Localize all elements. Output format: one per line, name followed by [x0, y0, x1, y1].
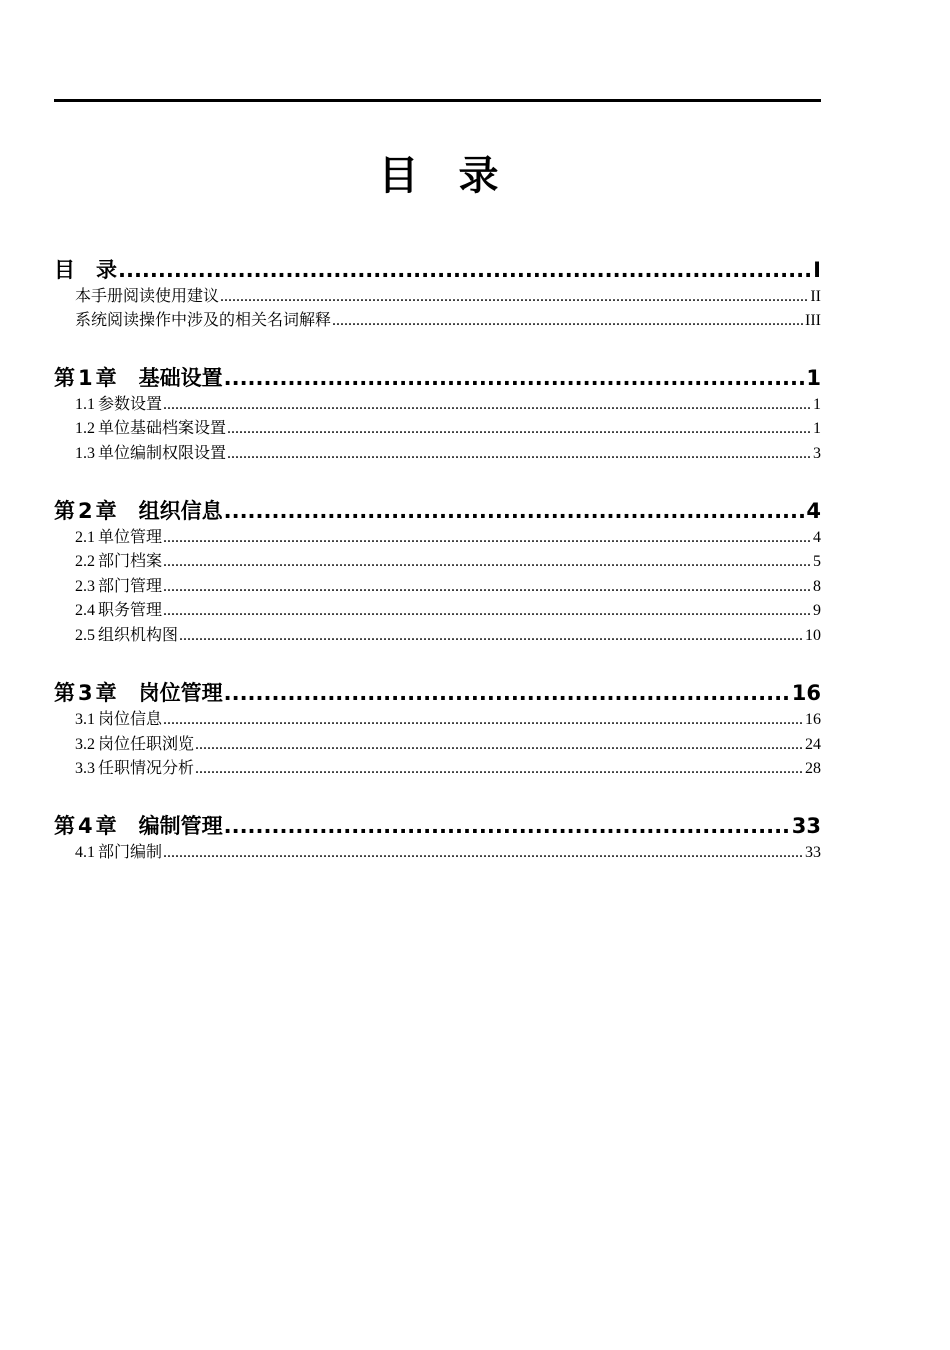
- toc-section-1-3[interactable]: [54, 441, 821, 465]
- toc-chapter-4[interactable]: [54, 812, 821, 840]
- section-title: 部门档案: [98, 551, 163, 570]
- section-label: [75, 574, 162, 598]
- section-number: 1.3: [75, 445, 95, 462]
- chapter-title: 基础设置: [138, 366, 223, 390]
- section-number: 2.2: [75, 553, 95, 570]
- dot-leader: [332, 309, 804, 332]
- section-number: 2.4: [75, 602, 95, 619]
- chapter-number: 2: [78, 499, 93, 523]
- dot-leader: [163, 526, 812, 549]
- toc-section-4-1[interactable]: [54, 840, 821, 864]
- chapter-prefix: 第: [54, 681, 75, 705]
- section-title: 单位编制权限设置: [98, 443, 227, 462]
- toc-page-number: 9: [813, 602, 821, 619]
- dot-leader: [163, 575, 812, 598]
- toc-page-number: 16: [791, 681, 821, 705]
- toc-page-number: 24: [805, 736, 821, 753]
- toc-entry-reading-advice[interactable]: [54, 284, 821, 308]
- toc-page-number: 5: [813, 553, 821, 570]
- toc-page-number: 16: [805, 711, 821, 728]
- page-title-char-2: 录: [458, 153, 499, 199]
- chapter-suffix: 章: [95, 814, 117, 838]
- toc-page-number: 1: [806, 366, 821, 390]
- page-title: [0, 150, 877, 202]
- chapter-suffix: 章: [95, 366, 117, 390]
- toc-entry-label: 本手册阅读使用建议: [75, 286, 220, 305]
- section-label: [75, 416, 226, 440]
- toc-section-3-2[interactable]: [54, 732, 821, 756]
- chapter-suffix: 章: [95, 499, 117, 523]
- toc-page-number: 4: [806, 499, 821, 523]
- section-label: [75, 756, 194, 780]
- section-number: 3.1: [75, 711, 95, 728]
- section-label: [75, 392, 162, 416]
- toc-entry-contents[interactable]: [54, 256, 821, 284]
- section-title: 任职情况分析: [98, 758, 195, 777]
- chapter-suffix: 章: [95, 681, 117, 705]
- section-number: 2.3: [75, 578, 95, 595]
- toc-page-number: 28: [805, 760, 821, 777]
- dot-leader: [227, 417, 812, 440]
- section-title: 单位基础档案设置: [98, 418, 227, 437]
- section-number: 4.1: [75, 844, 95, 861]
- section-number: 3.2: [75, 736, 95, 753]
- section-title: 岗位信息: [98, 709, 163, 728]
- toc-section-1-1[interactable]: [54, 392, 821, 416]
- chapter-label: [54, 497, 223, 525]
- chapter-number: 3: [78, 681, 93, 705]
- section-label: [75, 598, 162, 622]
- toc-section-1-2[interactable]: [54, 416, 821, 440]
- chapter-prefix: 第: [54, 366, 75, 390]
- page-title-char-1: 目: [378, 153, 419, 199]
- dot-leader: [195, 757, 804, 780]
- dot-leader: [224, 812, 791, 840]
- section-label: [75, 732, 194, 756]
- section-title: 参数设置: [98, 394, 163, 413]
- toc-page-number: 4: [813, 529, 821, 546]
- chapter-title: 组织信息: [138, 499, 223, 523]
- dot-leader: [163, 393, 812, 416]
- toc-entry-glossary[interactable]: [54, 308, 821, 332]
- section-label: [75, 441, 226, 465]
- dot-leader: [118, 256, 812, 284]
- dot-leader: [163, 599, 812, 622]
- chapter-prefix: 第: [54, 814, 75, 838]
- chapter-label: [54, 364, 223, 392]
- section-title: 单位管理: [98, 527, 163, 546]
- toc-section-2-3[interactable]: [54, 574, 821, 598]
- toc-section-3-3[interactable]: [54, 756, 821, 780]
- toc-page-number: 33: [791, 814, 821, 838]
- toc-page-number: 1: [813, 396, 821, 413]
- dot-leader: [224, 497, 806, 525]
- dot-leader: [227, 442, 812, 465]
- dot-leader: [224, 679, 791, 707]
- section-title: 组织机构图: [98, 625, 179, 644]
- section-title: 岗位任职浏览: [98, 734, 195, 753]
- section-label: [75, 549, 162, 573]
- chapter-number: 4: [78, 814, 93, 838]
- toc-entry-label: 系统阅读操作中涉及的相关名词解释: [75, 310, 332, 329]
- toc-page-number: I: [813, 258, 821, 282]
- header-rule: [54, 99, 821, 102]
- chapter-title: 编制管理: [138, 814, 223, 838]
- dot-leader: [163, 708, 804, 731]
- dot-leader: [220, 285, 809, 308]
- chapter-prefix: 第: [54, 499, 75, 523]
- chapter-number: 1: [78, 366, 93, 390]
- toc-section-3-1[interactable]: [54, 707, 821, 731]
- section-label: [75, 525, 162, 549]
- dot-leader: [163, 841, 804, 864]
- toc-entry-label: 目 录: [54, 258, 117, 282]
- toc-section-2-4[interactable]: [54, 598, 821, 622]
- toc-section-2-1[interactable]: [54, 525, 821, 549]
- chapter-label: [54, 812, 223, 840]
- section-number: 1.2: [75, 420, 95, 437]
- dot-leader: [224, 364, 806, 392]
- section-number: 2.1: [75, 529, 95, 546]
- section-label: [75, 840, 162, 864]
- section-label: [75, 707, 162, 731]
- toc-page-number: 1: [813, 420, 821, 437]
- section-number: 3.3: [75, 760, 95, 777]
- toc-chapter-3[interactable]: [54, 679, 821, 707]
- toc-page-number: II: [810, 288, 821, 305]
- toc-section-2-5[interactable]: [54, 623, 821, 647]
- toc-chapter-2[interactable]: [54, 497, 821, 525]
- toc-page-number: 33: [805, 844, 821, 861]
- chapter-title: 岗位管理: [138, 681, 223, 705]
- section-title: 部门编制: [98, 842, 163, 861]
- toc-page-number: 8: [813, 578, 821, 595]
- toc-page-number: III: [805, 312, 821, 329]
- dot-leader: [179, 624, 804, 647]
- toc-page-number: 3: [813, 445, 821, 462]
- toc-chapter-1[interactable]: [54, 364, 821, 392]
- toc-section-2-2[interactable]: [54, 549, 821, 573]
- section-label: [75, 623, 178, 647]
- section-number: 2.5: [75, 627, 95, 644]
- dot-leader: [195, 733, 804, 756]
- toc-page-number: 10: [805, 627, 821, 644]
- dot-leader: [163, 550, 812, 573]
- section-number: 1.1: [75, 396, 95, 413]
- section-title: 职务管理: [98, 600, 163, 619]
- section-title: 部门管理: [98, 576, 163, 595]
- chapter-label: [54, 679, 223, 707]
